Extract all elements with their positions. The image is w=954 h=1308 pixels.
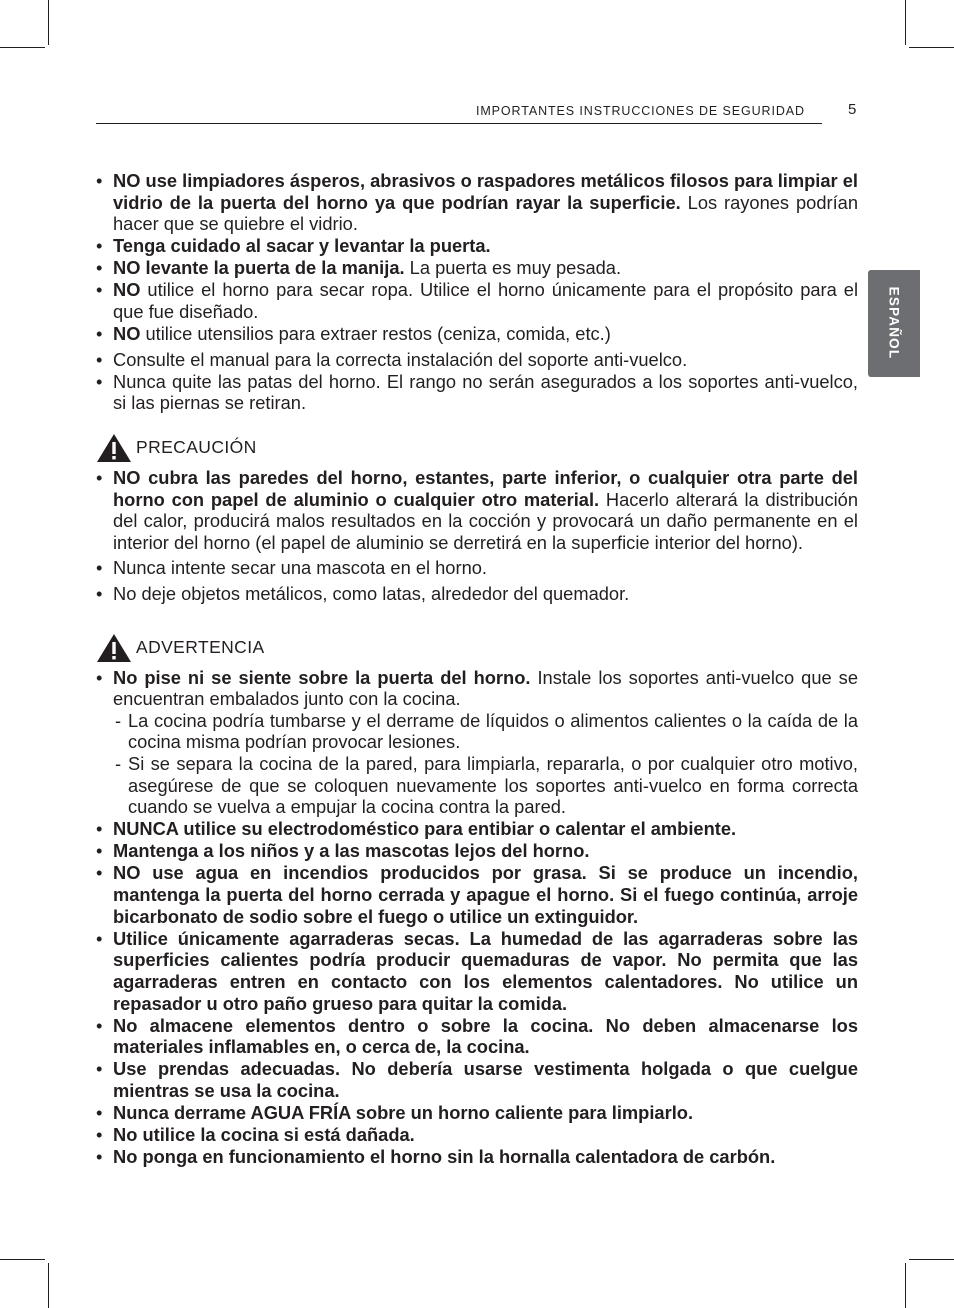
crop-mark [909,47,954,48]
item-bold-text: NO cubra las paredes del horno, estantes, parte inferior, o cualquier otra parte del horno con papel de aluminio o cualquier otro material. [113,467,858,510]
crop-mark [905,0,906,45]
item-text: Los rayones podrían hacer que se quiebre el vidrio. [113,191,858,235]
list-item [96,170,858,235]
safety-list [96,170,858,414]
item-bold-text: Nunca derrame AGUA FRÍA sobre un horno caliente para limpiarlo. [113,1101,694,1123]
language-tab [868,270,920,377]
item-bold-text: NO [113,323,141,345]
item-text: Nunca quite las patas del horno. El rango no serán asegurados a los soportes anti-vuelco, si las piernas se retiran. [113,370,858,414]
item-bold-text: NO use agua en incendios producidos por grasa. Si se produce un incendio, mantenga la puerta del horno cerrada y apague el horno. Si el fuego continúa, arroje bicarbonato de sodio sobre el fuego o utilice un extinguidor. [113,862,858,927]
list-item [96,323,858,345]
list-item [96,1058,858,1101]
advertencia-title: ADVERTENCIA [136,636,265,657]
item-bold-text: Use prendas adecuadas. No debería usarse vestimenta holgada o que cuelgue mientras se usa la cocina. [113,1058,858,1101]
item-text: Consulte el manual para la correcta instalación del soporte anti-vuelco. [113,348,688,370]
list-item [96,928,858,1014]
precaucion-title: PRECAUCIÓN [136,437,257,458]
item-bold-text: Mantenga a los niños y a las mascotas lejos del horno. [113,840,590,862]
item-bold-text: No pise ni se siente sobre la puerta del horno. [113,666,531,688]
list-item [96,583,858,605]
item-bold-text: NUNCA utilice su electrodoméstico para entibiar o calentar el ambiente. [113,818,737,840]
crop-mark [0,1259,45,1260]
list-item [96,349,858,371]
item-bold-text: Tenga cuidado al sacar y levantar la puerta. [113,235,491,257]
crop-mark [48,0,49,45]
item-text: La puerta es muy pesada. [404,257,622,279]
advertencia-list [96,667,858,1168]
page-number: 5 [848,101,857,118]
list-item [96,840,858,862]
item-bold-text: No almacene elementos dentro o sobre la cocina. No deben almacenarse los materiales inflamables en, o cerca de, la cocina. [113,1014,858,1058]
header-rule [96,123,822,124]
list-item [96,557,858,579]
crop-mark [0,47,45,48]
warning-triangle-icon [96,633,132,663]
list-item [96,235,858,257]
crop-mark [909,1259,954,1260]
item-text: utilice utensilios para extraer restos (ceniza, comida, etc.) [140,323,611,345]
item-bold-text: NO levante la puerta de la manija. [113,257,405,279]
item-bold-text: NO use limpiadores ásperos, abrasivos o raspadores metálicos filosos para limpiar el vidrio de la puerta del horno ya que podrían rayar la superficie. [113,170,858,213]
crop-mark [905,1263,906,1308]
item-bold-text: Utilice únicamente agarraderas secas. La humedad de las agarraderas sobre las superficies calientes podría producir quemaduras de vapor. No permita que las agarraderas entren en contacto con los elementos calentadores. No utilice un repasador u otro paño grueso para quitar la comida. [113,927,858,1014]
list-item [96,371,858,414]
item-bold-text: No ponga en funcionamiento el horno sin la hornalla calentadora de carbón. [113,1146,776,1168]
item-text: Instale los soportes anti-vuelco que se encuentran embalados junto con la cocina. [113,666,858,710]
list-item [96,1146,858,1168]
list-item [96,1015,858,1058]
sub-list-item: - Si se separa la cocina de la pared, para limpiarla, repararla, o por cualquier otro motivo, asegúrese de que se coloquen nuevamente los soportes anti-vuelco en forma correcta cuando se vuelva a empujar la cocina contra la pared. [113,753,858,818]
sub-list-item: - La cocina podría tumbarse y el derrame de líquidos o alimentos calientes o la caída de la cocina misma podrían provocar lesiones. [113,710,858,753]
list-item [96,818,858,840]
item-text: utilice el horno para secar ropa. Utilice el horno únicamente para el propósito para el que fue diseñado. [113,279,858,323]
list-item [96,1102,858,1124]
item-bold-text: NO [113,279,141,301]
advertencia-heading [96,631,858,665]
item-bold-text: No utilice la cocina si está dañada. [113,1124,415,1146]
list-item [96,862,858,927]
language-tab-label: ESPAÑOL [886,286,902,360]
precaucion-list [96,467,858,605]
warning-triangle-icon [96,433,132,463]
precaucion-heading [96,431,858,465]
item-text: Nunca intente secar una mascota en el horno. [113,557,487,579]
item-text: No deje objetos metálicos, como latas, alrededor del quemador. [113,583,630,604]
list-item [96,467,858,553]
list-item [96,257,858,279]
header-title: IMPORTANTES INSTRUCCIONES DE SEGURIDAD [476,104,805,118]
item-text: Hacerlo alterará la distribución del calor, producirá malos resultados en la cocción y provocará un daño permanente en el interior del horno (el papel de aluminio se derretirá en la superficie interior del horno). [113,488,858,553]
list-item [96,667,858,818]
sub-list [113,710,858,818]
list-item [96,279,858,322]
crop-mark [48,1263,49,1308]
page-content [96,170,858,1168]
list-item [96,1124,858,1146]
